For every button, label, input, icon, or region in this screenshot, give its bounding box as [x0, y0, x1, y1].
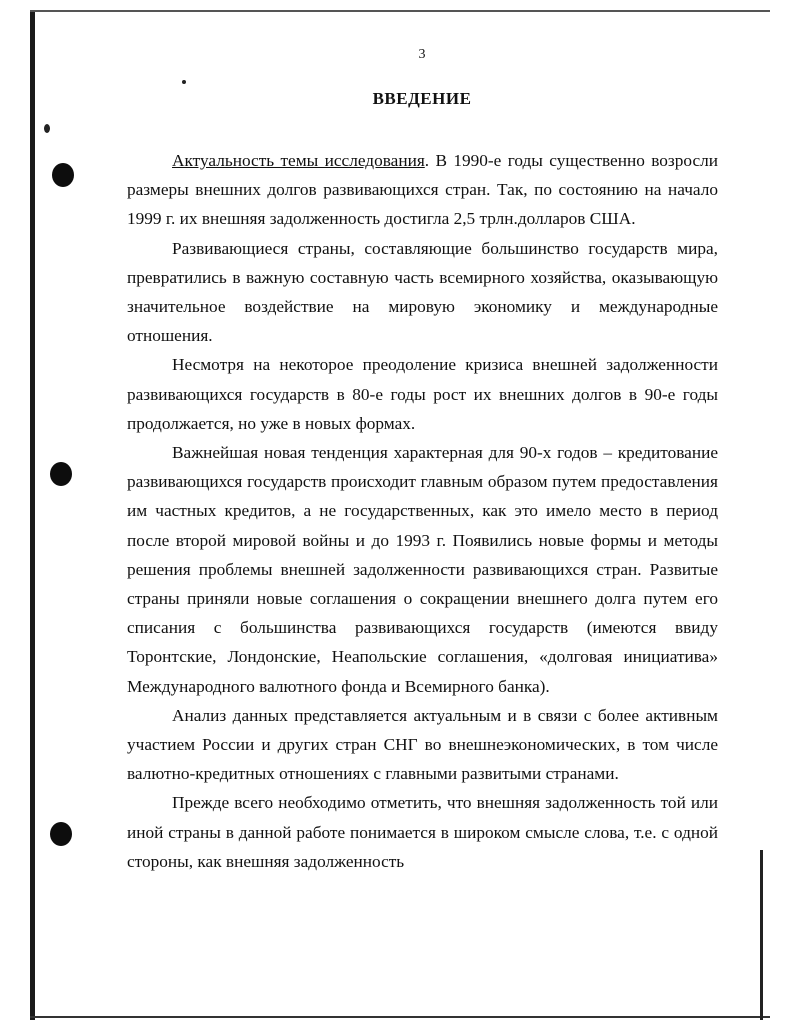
- page-number: 3: [418, 47, 426, 62]
- paragraph: Несмотря на некоторое преодоление кризиса внешней задолженности развивающихся государств в 80-е годы рост их внешних долгов в 90-е годы продолжается, но уже в новых формах.: [127, 355, 718, 433]
- speck: [44, 124, 50, 133]
- paragraph: Важнейшая новая тенденция характерная для 90-х годов – кредитование развивающихся государств происходит главным образом путем предоставления им частных кредитов, а не государственных, как это имело место в период после второй мировой войны и до 1993 г. Появились новые формы и методы решения проблемы внешней задолженности развивающихся стран. Развитые страны приняли новые соглашения о сокращении внешнего долга путем его списания с большинства развивающихся государств (имеются ввиду Торонтские, Лондонские, Неапольские соглашения, «долговая инициатива» Международного валютного фонда и Всемирного банка).: [127, 443, 718, 696]
- speck: [182, 80, 186, 84]
- intro-text: . В 1990-е годы существенно возросли размеры внешних долгов развивающихся стран. Так, по состоянию на начало 1999 г. их внешняя задолженность достигла 2,5 трлн.долларов США.: [127, 151, 718, 229]
- scan-bottom-edge: [30, 1016, 770, 1018]
- paragraph-intro: [127, 146, 718, 234]
- punch-hole-2: [50, 462, 72, 486]
- scan-left-edge: [30, 10, 35, 1020]
- paragraph: Развивающиеся страны, составляющие большинство государств мира, превратились в важную составную часть всемирного хозяйства, оказывающую значительное воздействие на мировую экономику и международные отношения.: [127, 238, 718, 346]
- paragraph: Анализ данных представляется актуальным и в связи с более активным участием России и других стран СНГ во внешнеэкономических, в том числе валютно-кредитных отношениях с главными развитыми странами.: [127, 705, 718, 784]
- topic-relevance-label: Актуальность темы исследования: [172, 151, 425, 170]
- punch-hole-3: [50, 822, 72, 846]
- scan-right-edge: [760, 850, 763, 1020]
- scan-top-edge: [30, 10, 770, 12]
- document-body: [127, 146, 718, 876]
- page-title: ВВЕДЕНИЕ: [372, 89, 472, 108]
- paragraph: Прежде всего необходимо отметить, что внешняя задолженность той или иной страны в данной работе понимается в широком смысле слова, т.е. с одной стороны, как внешняя задолженность: [127, 793, 718, 871]
- punch-hole-1: [52, 163, 74, 187]
